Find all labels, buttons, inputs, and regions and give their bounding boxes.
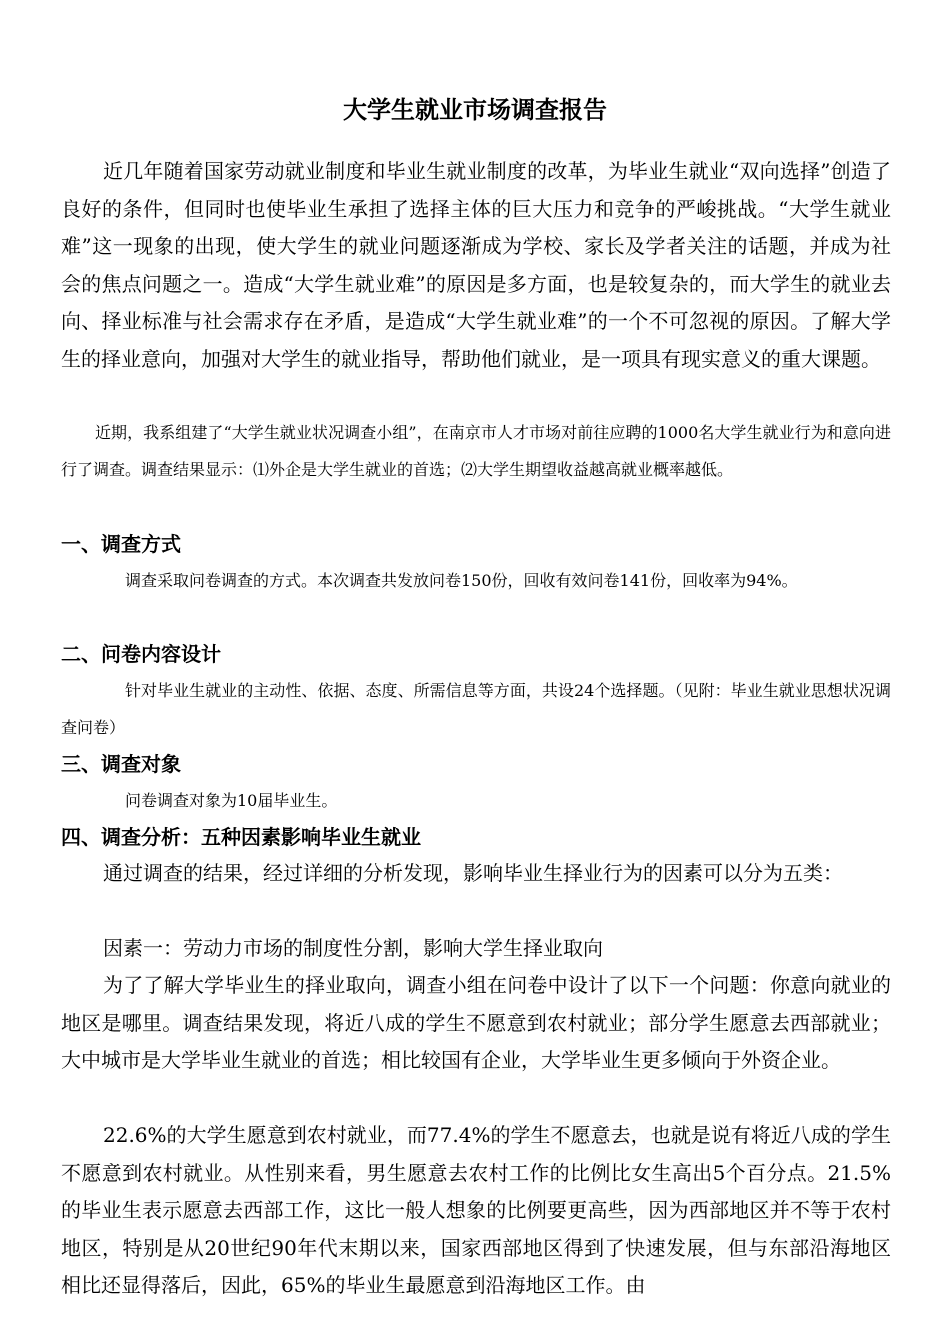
section-body-design: 针对毕业生就业的主动性、依据、态度、所需信息等方面，共设24个选择题。（见附：毕业生就业思想状况调查问卷） [61,681,891,737]
section-heading-design: 二、问卷内容设计 [61,642,221,666]
analysis-intro-paragraph: 通过调查的结果，经过详细的分析发现，影响毕业生择业行为的因素可以分为五类： [103,861,843,885]
factor-one-paragraph: 为了了解大学毕业生的择业取向，调查小组在问卷中设计了以下一个问题：你意向就业的地区是哪里。调查结果发现，将近八成的学生不愿意到农村就业；部分学生愿意去西部就业；大中城市是大学毕业生就业的首选；相比较国有企业，大学毕业生更多倾向于外资企业。 [61,973,891,1073]
document-title: 大学生就业市场调查报告 [343,96,607,124]
statistics-paragraph: 22.6%的大学生愿意到农村就业，而77.4%的学生不愿意去，也就是说有将近八成的学生不愿意到农村就业。从性别来看，男生愿意去农村工作的比例比女生高出5个百分点。21.5%的毕业生表示愿意去西部工作，这比一般人想象的比例要更高些，因为西部地区并不等于农村地区，特别是从20世纪90年代末期以来，国家西部地区得到了快速发展，但与东部沿海地区相比还显得落后，因此，65%的毕业生最愿意到沿海地区工作。由 [61,1123,891,1298]
intro-paragraph: 近几年随着国家劳动就业制度和毕业生就业制度的改革，为毕业生就业“双向选择”创造了良好的条件，但同时也使毕业生承担了选择主体的巨大压力和竞争的严峻挑战。“大学生就业难”这一现象的出现，使大学生的就业问题逐渐成为学校、家长及学者关注的话题，并成为社会的焦点问题之一。造成“大学生就业难”的原因是多方面，也是较复杂的，而大学生的就业去向、择业标准与社会需求存在矛盾，是造成“大学生就业难”的一个不可忽视的原因。了解大学生的择业意向，加强对大学生的就业指导，帮助他们就业，是一项具有现实意义的重大课题。 [61,159,891,371]
survey-paragraph: 近期，我系组建了“大学生就业状况调查小组”，在南京市人才市场对前往应聘的1000名大学生就业行为和意向进行了调查。调查结果显示：⑴外企是大学生就业的首选；⑵大学生期望收益越高就业概率越低。 [61,423,891,479]
factor-one-heading: 因素一：劳动力市场的制度性分割，影响大学生择业取向 [103,936,603,960]
section-body-method: 调查采取问卷调查的方式。本次调查共发放问卷150份，回收有效问卷141份，回收率为94%。 [125,571,798,590]
section-heading-method: 一、调查方式 [61,532,181,556]
section-body-subjects: 问卷调查对象为10届毕业生。 [125,791,338,810]
section-heading-subjects: 三、调查对象 [61,752,181,776]
section-heading-analysis: 四、调查分析：五种因素影响毕业生就业 [61,825,421,849]
